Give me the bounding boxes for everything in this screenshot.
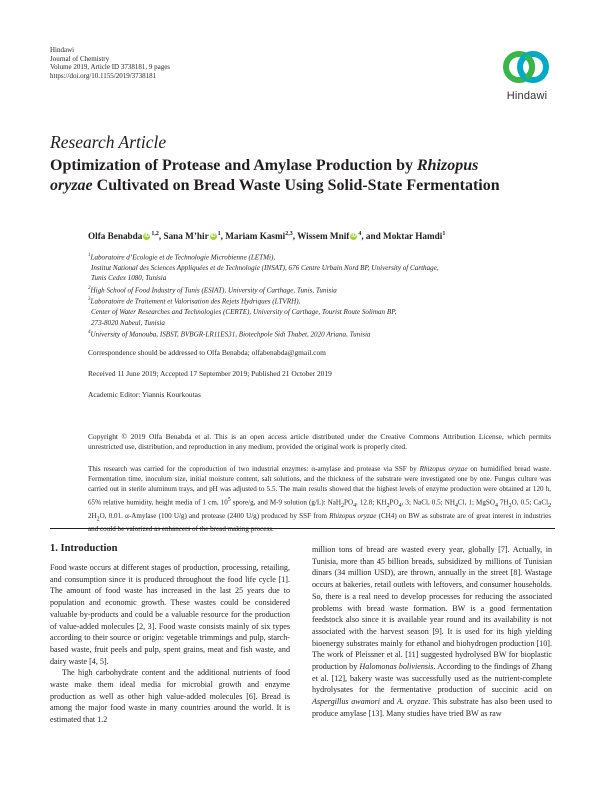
affiliation-line: Tunis Cedex 1080, Tunisia [91,274,167,283]
title-italic-2: oryzae [50,177,93,194]
volume-info: Volume 2019, Article ID 3738181, 9 pages [50,63,171,72]
paragraph: million tons of bread are wasted every year, globally [7]. Actually, in Tunisia, more than 45 billion breads, subsidized by millions of Tunisian dinars (34 million USD), are thrown, annually in the street [8]. Wastage occurs at bakeries, retail outlets with leftovers, and consumer households. So, there is a real need to develop processes for reducing the associated problems with bread waste formation. BW is a good fermentation feedstock also since it is available year round and its availability is not associated with the harvest season [9]. It is used for its high yielding bioenergy substrates mainly for ethanol and biohydrogen production [10]. The work of Pleissner et al. [11] suggested hydrolysed BW for bioplastic production by Halomonas boliviensis. According to the findings of Zhang et al. [12], bakery waste was successfully used as the nutrient-complete hydrolysates for the fermentative production of succinic acid on Aspergillus awamori and A. oryzae. This substrate has also been used to produce amylase [13]. Many studies have tried BW as raw [312,545,552,718]
abstract: This research was carried for the coproduction of two industrial enzymes: α-amylase and protease via SSF by Rhizopus oryzae on humidified bread waste. Fermentation time, inoculum size, initial moisture content, salt solutions, and the thickness of the substrate were investigated one by one. Fungus culture was carried out in sterile aluminum trays, and pH was adjusted to 5.5. The main results showed that the highest levels of enzyme production were obtained at 120 h, 65% relative humidity, height media of 1 cm, $10^5$ spore/g, and M-9 solution (g/L): $NaH_2PO_4$, 12.8; $KH_2PO_4$, 3; NaCl, 0.5; $NH_4Cl$, 1; MgSO$_4$ $7H_2O$, 0.5; CaCl$_2$ $2H_2O$, 0.01. α-Amylase (100 U/g) and protease (2400 U/g) produced by SSF from Rhizopus oryzae (CH4) on BW as substrate are of great interest in industries and could be valorized as enhancers of the bread making process. [88,465,552,534]
doi-link[interactable]: https://doi.org/10.1155/2019/3738181 [50,71,157,80]
author-affil: 1 [217,231,221,237]
affiliation-line: Institut National des Sciences Appliquées et de Technologie (INSAT), 676 Centre Urbain Nord BP, University of Carthage, [91,263,439,272]
affiliation-line: $^1$Laboratoire d’Ecologie et de Technologie Microbienne (LETMi), [88,253,276,262]
affiliation-line: $^2$High School of Food Industry of Tunis (ESIAT), University of Carthage, Tunis, Tunisia [88,285,337,294]
author-name[interactable]: Sana M’hir [163,231,209,242]
dates: Received 11 June 2019; Accepted 17 September 2019; Published 21 October 2019 [88,369,332,378]
section-heading: 1. Introduction [50,543,118,554]
affiliation-line: 273-8020 Nabeul, Tunisia [91,318,165,327]
academic-editor: Academic Editor: Yiannis Kourkoutas [88,390,201,399]
title-part-2: Cultivated on Bread Waste Using Solid-State Fermentation [92,177,500,194]
orcid-icon[interactable]: iD [210,233,216,240]
affiliation-line: $^4$University of Manouba, ISBST, BVBGR-LR11ES31, Biotechpole Sidi Thabet, 2020 Ariana, Tunisia [88,329,371,339]
orcid-icon[interactable]: iD [144,233,150,240]
author-name[interactable]: and Moktar Hamdi [365,231,443,242]
orcid-icon[interactable]: iD [351,233,357,240]
author-affil: 1,2 [151,231,159,237]
author-affil: 2,3 [285,231,293,237]
author-name[interactable]: Olfa Benabda [88,231,143,242]
copyright-notice: Copyright © 2019 Olfa Benabda et al. This is an open access article distributed under the Creative Commons Attribution License, which permits unrestricted use, distribution, and reproduction in any medium, provided the original work is properly cited. [88,432,551,452]
logo-wordmark: Hindawi [506,90,548,102]
correspondence: Correspondence should be addressed to Olfa Benabda; olfabenabda@gmail.com [88,348,326,357]
section-divider [50,528,555,529]
affiliation-line: $^3$Laboratoire de Traitement et Valorisation des Rejets Hydriques (LTVRH), [88,297,301,306]
journal-name: Journal of Chemistry [50,54,110,63]
title-part-1: Optimization of Protease and Amylase Production by [50,157,417,174]
publisher-name: Hindawi [50,46,75,54]
hindawi-logo-icon [497,46,555,90]
body-column-left [50,562,290,726]
paper-title [50,156,560,196]
paragraph: The high carbohydrate content and the additional nutrients of food waste make them ideal media for microbial growth and enzyme production as well as other high value-added molecules [6]. Bread is among the major food waste in many countries around the world. It is estimated that 1.2 [50,668,290,725]
title-italic-1: Rhizopus [416,157,479,174]
article-type: Research Article [50,132,167,152]
paragraph: Food waste occurs at different stages of production, processing, retailing, and consumption since it is produced throughout the food life cycle [1]. The amount of food waste has increased in the last 25 years due to population and economic growth. These wastes could be considered valuable by-products and could be a valuable resource for the production of value-added molecules [2, 3]. Food waste consists mainly of six types according to their source or origin: vegetable trimmings and pulp, starch-based waste, fruit peels and pulp, spent grains, meat and fish waste, and dairy waste [4, 5]. [50,563,290,666]
body-column-right [312,544,552,720]
affiliation-line: Center of Water Researches and Technologies (CERTE), University of Carthage, Tourist Route Soliman BP, [91,308,397,317]
author-name[interactable]: Wissem Mnif [297,231,350,242]
affiliations [88,251,568,340]
author-list: Olfa Benabda iD $^{1,2}$, Sana M’hir iD $^1$, Mariam Kasmi$^{2,3}$, Wissem Mnif iD $^4$, and Moktar Hamdi$^1$ [88,231,446,242]
journal-info [50,46,170,80]
author-affil: 4 [358,231,362,237]
hindawi-logo [497,46,555,102]
author-affil: 1 [442,231,446,237]
author-name[interactable]: Mariam Kasmi [225,231,286,242]
